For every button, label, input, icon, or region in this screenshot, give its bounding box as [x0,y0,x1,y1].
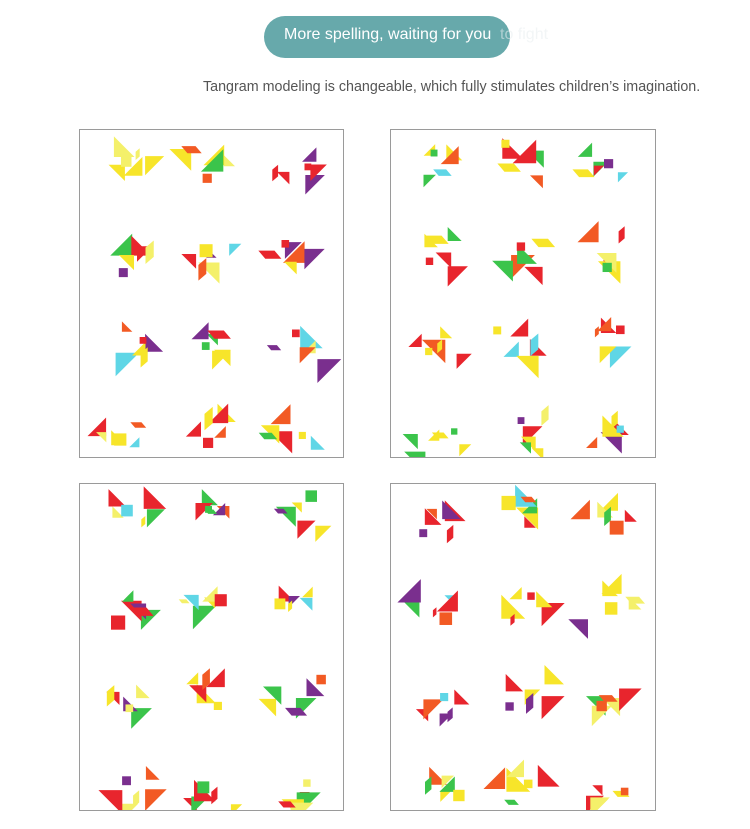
tangram-piece [144,486,167,509]
tangram-piece [404,452,425,457]
tangram-piece [617,426,624,433]
tangram-piece [271,404,291,424]
tangram-piece [509,587,521,599]
tangram-figures-graphic [391,484,655,810]
tangram-piece [436,253,452,269]
tangram-piece [229,244,241,256]
tangram-piece [541,405,548,426]
tangram-piece [203,174,212,183]
tangram-piece [197,781,209,793]
tangram-piece [200,244,213,257]
tangram-piece [493,326,501,334]
tangram-piece [504,800,519,805]
tangram-piece [205,407,213,430]
tangram-piece [453,790,464,801]
tangram-figures-graphic [391,130,655,457]
tangram-piece [186,672,198,684]
tangram-piece [211,787,217,805]
tangram-piece [501,140,509,148]
tangram-piece [524,267,542,285]
tangram-figure [267,326,341,383]
tangram-figure [272,147,327,194]
tangram-piece [198,258,206,281]
tangram-piece [459,444,471,456]
tangram-piece [603,263,612,272]
tangram-figure [501,587,564,626]
tangram-figure [408,326,471,369]
tangram-figure [571,493,637,535]
tangram-piece [317,359,341,383]
tangram-figures-graphic [80,130,343,457]
tangram-figure [109,136,165,181]
tangram-piece [440,693,448,701]
tangram-piece [604,159,613,168]
tangram-piece [527,592,534,599]
tangram-piece [119,268,128,277]
tangram-figure [259,404,325,453]
tangram-piece [619,226,625,243]
tangram-piece [516,356,538,378]
promo-banner-label: More spelling, waiting for you [284,26,492,43]
tangram-piece [284,262,297,275]
tangram-piece [515,485,537,507]
tangram-panel-bottom-left [79,483,344,811]
tangram-piece [513,140,537,164]
tangram-piece [504,342,519,357]
tangram-piece [454,689,469,704]
tangram-figure [274,490,331,542]
tangram-piece [282,240,290,248]
tangram-piece [618,172,628,182]
tangram-figure [586,689,642,727]
tangram-panel-top-right [390,129,656,458]
tangram-piece [426,258,433,265]
tangram-piece [408,334,421,347]
tangram-piece [592,785,602,795]
tangram-piece [129,437,139,447]
tangram-piece [141,516,145,527]
tangram-piece [542,696,565,719]
tangram-piece [267,345,281,350]
tangram-piece [122,321,132,331]
tangram-figure [572,143,628,183]
tangram-piece [316,675,325,684]
tangram-piece [610,521,624,535]
tangram-piece [303,779,310,786]
tangram-piece [214,702,222,710]
tangram-piece [202,489,218,505]
tangram-piece [492,261,513,282]
tangram-figure [192,322,231,369]
tangram-piece [111,616,125,630]
tangram-piece [530,175,543,188]
tangram-piece [119,255,134,270]
tangram-piece [116,353,140,377]
tangram-piece [214,426,226,438]
tangram-piece [578,143,592,157]
tangram-piece [107,685,114,706]
tangram-piece [572,169,594,177]
tangram-piece [571,500,590,519]
tangram-figure [419,500,465,543]
tangram-piece [145,156,164,175]
tangram-figure [518,405,549,457]
tangram-piece [451,428,457,434]
tangram-piece [424,175,436,187]
tangram-figure [110,234,153,277]
tangram-piece [447,525,453,543]
tangram-piece [114,433,126,445]
tangram-figure [505,665,564,719]
tangram-piece [304,249,324,269]
tangram-piece [397,579,420,602]
tangram-piece [621,788,629,796]
tangram-piece [302,587,313,598]
tangram-piece [146,766,160,780]
tangram-figure [578,221,625,284]
tangram-piece [122,590,133,601]
tangram-figure [106,685,152,729]
tangram-piece [136,685,150,699]
tangram-piece [447,707,452,722]
tangram-figure [424,144,463,187]
tangram-piece [545,665,564,684]
tangram-piece [531,239,555,247]
tangram-figure [186,668,224,710]
tangram-piece [145,334,163,352]
tangram-piece [121,156,132,167]
tangram-piece [110,234,132,256]
tangram-figure [258,240,324,274]
tangram-figure [595,317,632,368]
tangram-piece [506,674,523,691]
tangram-figure [403,428,472,457]
tangram-piece [403,601,419,617]
tangram-piece [140,337,147,344]
tangram-piece [425,776,431,794]
tangram-piece [517,242,525,250]
tangram-piece [437,591,458,612]
tangram-piece [272,165,278,182]
tangram-piece [524,780,533,789]
tangram-figure [497,138,543,188]
tangram-piece [433,607,437,617]
tangram-piece [98,790,122,810]
tangram-figure [116,321,163,376]
tangram-figure [397,579,457,625]
tangram-piece [181,254,196,269]
tangram-piece [586,437,597,448]
tangram-piece [147,509,165,527]
tangram-figures-graphic [80,484,343,810]
tangram-piece [419,529,427,537]
tangram-piece [497,163,521,171]
tangram-piece [440,612,453,625]
tangram-piece [192,322,209,339]
tangram-piece [578,221,599,242]
tangram-figure [181,244,241,284]
tangram-piece [215,594,227,606]
tangram-figure [416,689,469,726]
tangram-figure [98,766,166,810]
tangram-figure [179,586,227,629]
tangram-panel-top-left [79,129,344,458]
tangram-piece [305,164,312,171]
tangram-figure [196,489,230,520]
tangram-figure [109,486,167,527]
tangram-piece [122,776,131,785]
tangram-figure [183,780,242,810]
tangram-panel-bottom-right [390,483,656,811]
tangram-piece [616,326,625,335]
tangram-piece [597,317,611,331]
tangram-figure [111,590,161,630]
tangram-piece [315,526,331,542]
tangram-piece [305,175,325,195]
tangram-piece [590,797,609,810]
tangram-piece [202,342,210,350]
tangram-figure [586,411,629,454]
tangram-piece [114,136,135,157]
promo-banner-faded-text: to fight [500,26,549,43]
tangram-piece [532,448,544,457]
tangram-piece [193,606,216,629]
tangram-figure [424,227,468,286]
tangram-figure [169,145,235,183]
tangram-piece [568,619,588,639]
tangram-piece [231,804,242,810]
tangram-piece [625,510,637,522]
tangram-piece [440,791,451,802]
tangram-piece [259,699,276,716]
tangram-piece [96,432,106,442]
tangram-piece [297,521,315,539]
tangram-piece [431,150,438,157]
tangram-figure [278,779,320,810]
tangram-piece [448,266,468,286]
tangram-piece [302,147,316,161]
tangram-piece [224,155,235,166]
tangram-piece [518,417,525,424]
tangram-piece [403,434,418,449]
tangram-piece [502,496,516,510]
tangram-piece [425,348,432,355]
tangram-piece [109,165,125,181]
tangram-figure [493,319,546,379]
tangram-figure [259,675,326,719]
tangram-piece [457,354,472,369]
tangram-piece [299,432,306,439]
tangram-piece [121,505,133,517]
tangram-figure [492,239,555,285]
tangram-figure [502,485,539,530]
tangram-figure [275,586,313,612]
tangram-piece [145,789,167,810]
tangram-piece [305,490,317,502]
tangram-piece [597,701,607,711]
tangram-piece [292,329,300,337]
tangram-piece [538,765,560,787]
tangram-piece [448,227,462,241]
tangram-piece [136,148,140,160]
tangram-piece [126,704,134,712]
tangram-piece [275,598,286,609]
tangram-piece [510,319,528,337]
tangram-figure [568,574,645,639]
tangram-piece [605,602,617,614]
tangram-piece [130,422,146,428]
tangram-piece [440,326,452,338]
tangram-piece [179,599,190,603]
tangram-piece [109,489,126,506]
tangram-piece [520,442,531,453]
tangram-figure [186,404,236,448]
tangram-figure [483,760,559,805]
tangram-piece [205,506,212,513]
tangram-piece [258,251,281,259]
tangram-piece [595,326,599,337]
tangram-piece [146,240,154,264]
tangram-figure [88,418,147,448]
tangram-piece [505,702,513,710]
tangram-piece [203,438,213,448]
tangram-piece [311,436,325,450]
tangram-piece [619,689,642,712]
tangram-piece [610,347,632,369]
tangram-piece [277,172,289,184]
tangram-piece [483,767,505,789]
tangram-piece [186,421,201,436]
tangram-piece [433,169,452,175]
tangram-piece [625,597,645,604]
tangram-figure [586,785,630,810]
tangram-figure [425,767,465,802]
page-subtitle: Tangram modeling is changeable, which fully stimulates children’s imagination. [203,79,701,95]
tangram-piece [300,598,313,611]
